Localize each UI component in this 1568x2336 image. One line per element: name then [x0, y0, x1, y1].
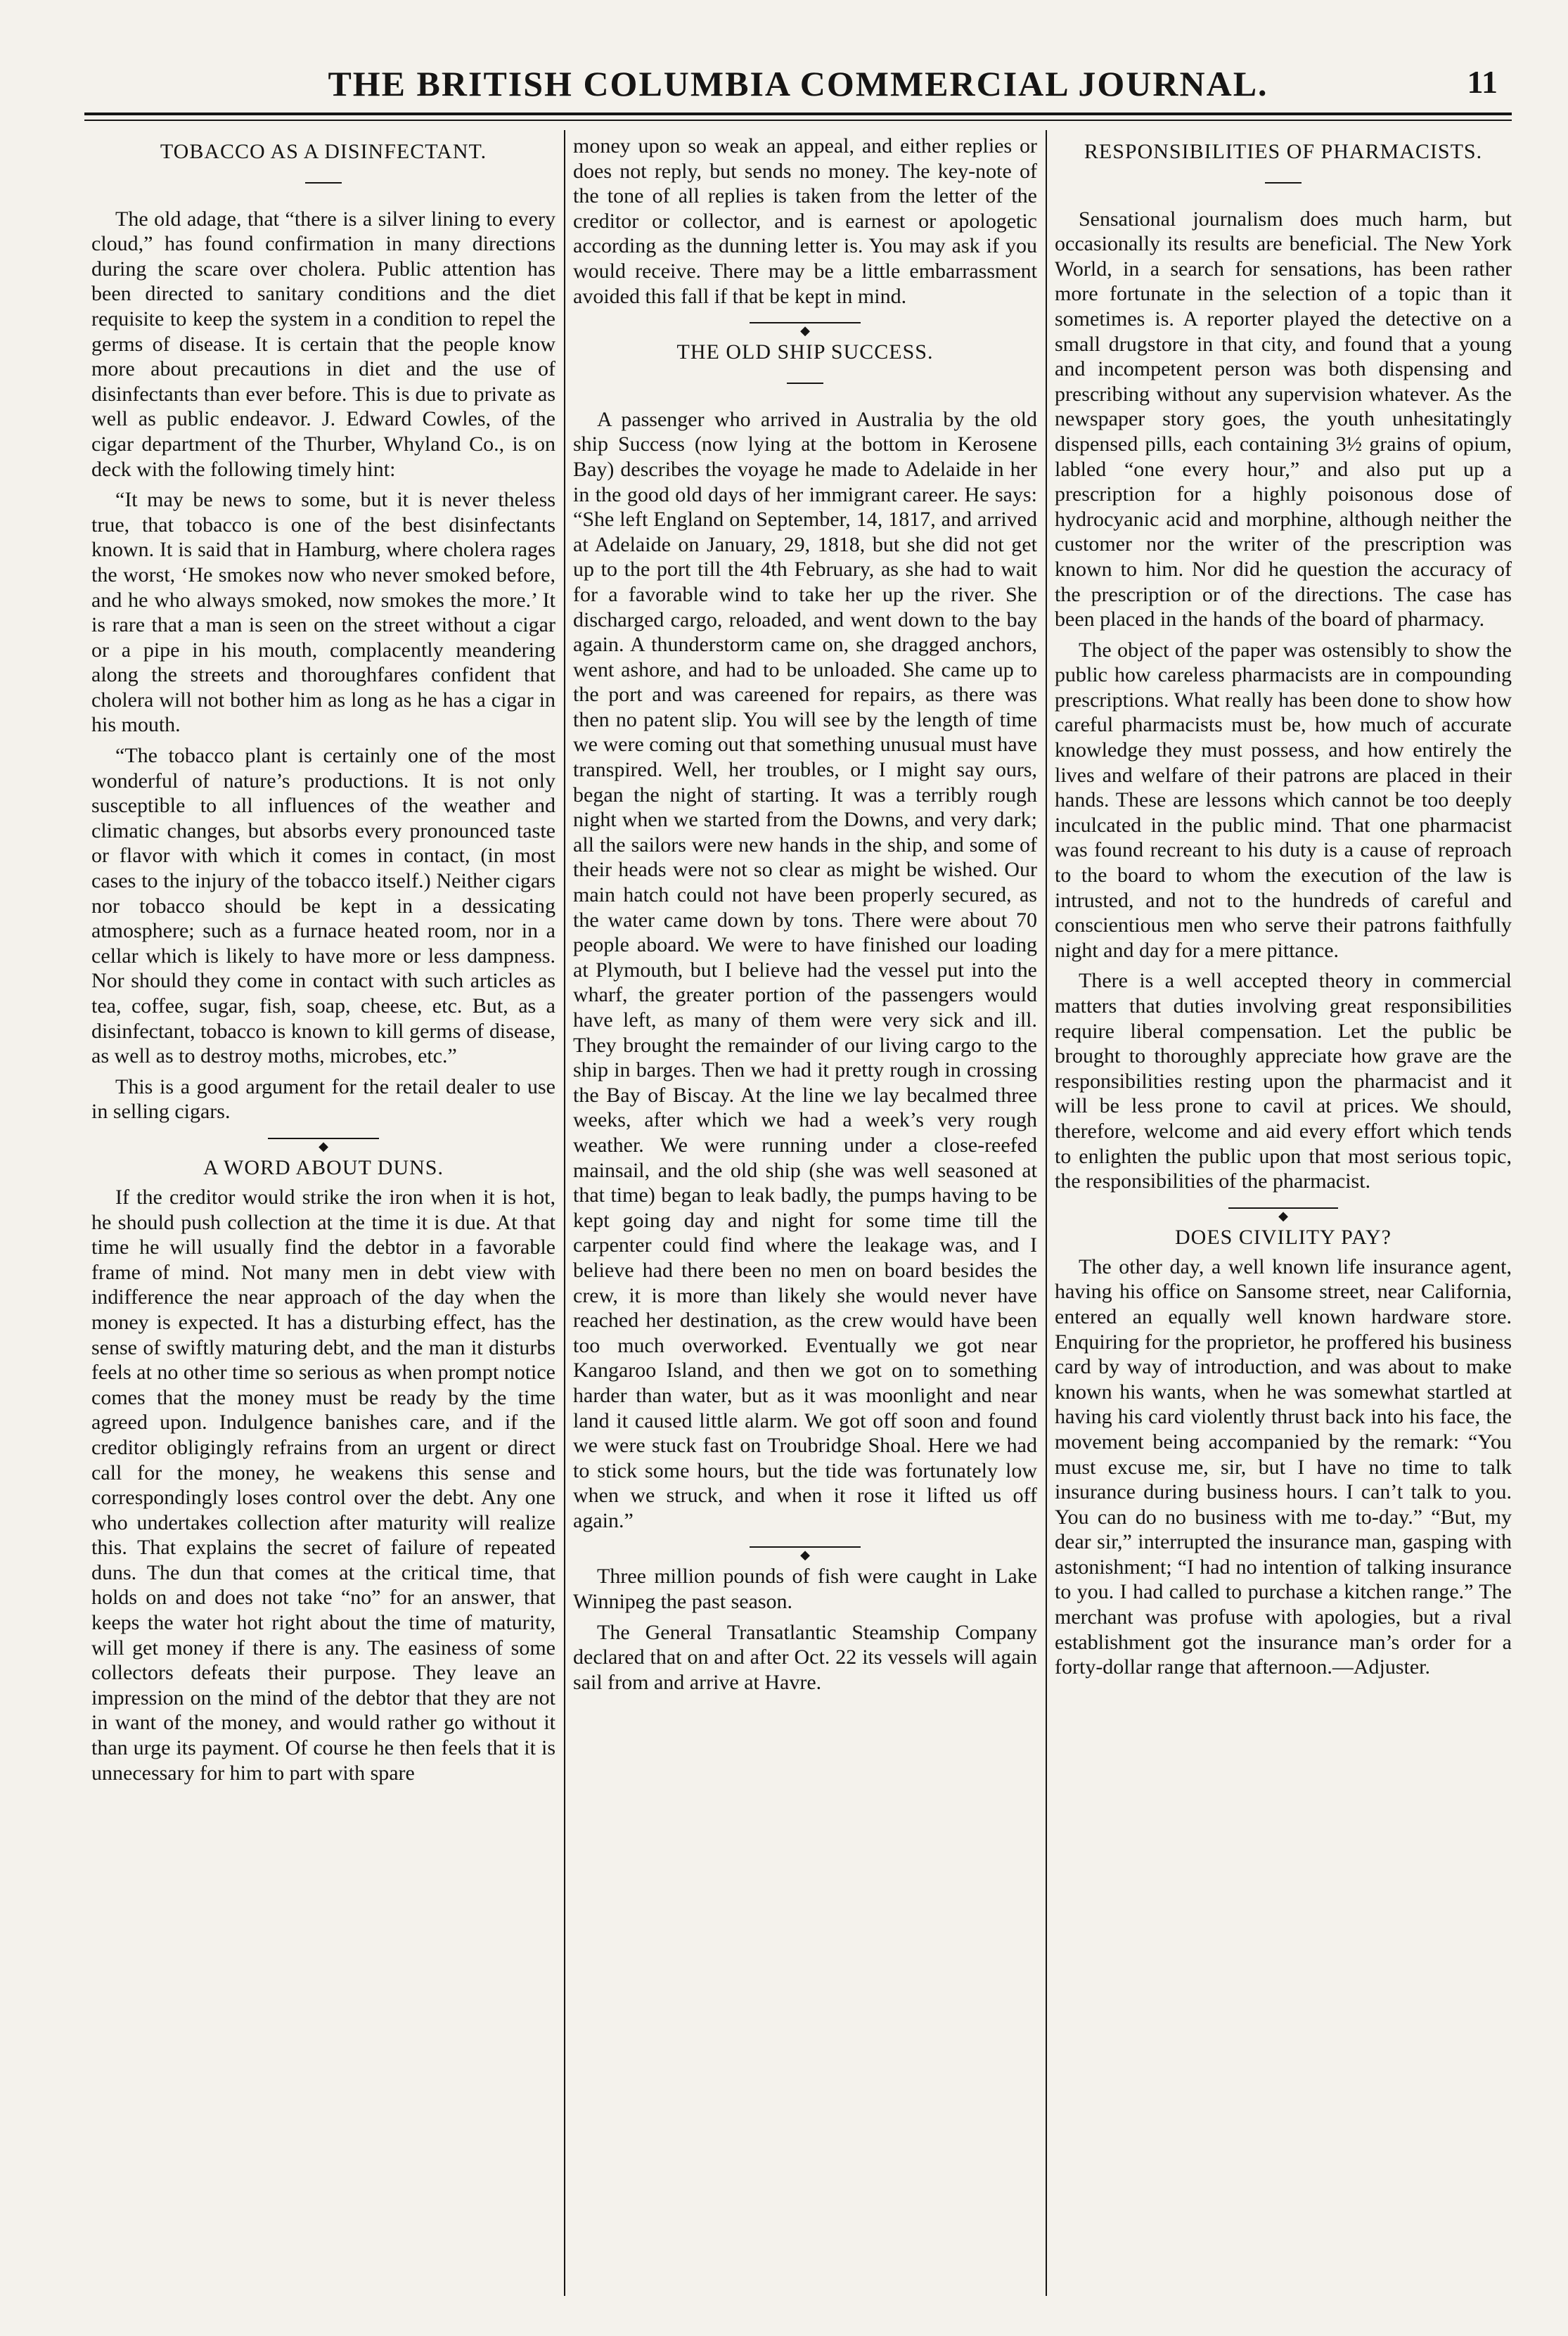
column-divider	[564, 130, 565, 2296]
heading-rule	[1055, 169, 1512, 194]
masthead	[84, 49, 1512, 113]
article-separator: ◆	[573, 316, 1037, 330]
news-note: The General Transatlantic Steamship Company declared that on and after Oct. 22 its vessels will again sail from and arrive at Havre.	[573, 1620, 1037, 1694]
column-3	[1055, 134, 1512, 2292]
article-separator: ◆	[91, 1131, 555, 1145]
column-2	[573, 134, 1037, 2292]
article-separator: ◆	[573, 1540, 1037, 1554]
column-1	[91, 134, 555, 2292]
article-paragraph: The old adage, that “there is a silver lining to every cloud,” has found confirmation in many directions during the scare over cholera. Public attention has been directed to sanitary conditions and the diet requisite to keep the system in a condition to repel the germs of disease. It is certain that the people know more about precautions in diet and the use of disinfectants than ever before. This is due to private as well as public endeavor. J. Edward Cowles, of the cigar department of the Thurber, Whyland Co., is on deck with the following timely hint:	[91, 207, 555, 481]
article-paragraph: Sensational journalism does much harm, but occasionally its results are beneficial. The New York World, in a search for sensations, has been rather more fortunate in the selection of a topic than it sometimes is. A reporter played the detective on a small drugstore in that city, and found that a young and incompetent person was both dispensing and prescribing without any supervision whatever. As the newspaper story goes, the youth unhesitatingly dispensed pills, each containing 3½ grains of opium, labled “one every hour,” and also put up a prescription for a highly poisonous dose of hydrocyanic acid and morphine, although neither the customer nor the writer of the prescription was known to him. Nor did he question the accuracy of the prescription or of the directions. The case has been placed in the hands of the board of pharmacy.	[1055, 207, 1512, 631]
article-separator: ◆	[1055, 1201, 1512, 1215]
article-heading: A WORD ABOUT DUNS.	[203, 1155, 444, 1179]
article-paragraph: money upon so weak an appeal, and either replies or does not reply, but sends no money. The key-note of the tone of all replies is taken from the letter of the creditor or collector, and is earnest or apologetic according as the dunning letter is. You may ask if you would receive. There may be a little embarrassment avoided this fall if that be kept in mind.	[573, 134, 1037, 308]
column-divider	[1046, 130, 1047, 2296]
page-number: 11	[1467, 64, 1498, 100]
header-rule-thin	[84, 120, 1512, 121]
article-paragraph: There is a well accepted theory in commercial matters that duties involving great responsibilities require liberal compensation. Let the public be brought to thoroughly appreciate how grave are the responsibilities resting upon the pharmacist and it will be less prone to cavil at prices. We should, therefore, welcome and aid every effort which tends to enlighten the public upon that most serious topic, the responsibilities of the pharmacist.	[1055, 969, 1512, 1193]
article-paragraph: If the creditor would strike the iron when it is hot, he should push collection at the time it is due. At that time he will usually find the debtor in a favorable frame of mind. Not many men in debt view with indifference the near approach of the day when the money is expected. It has a disturbing effect, has the sense of swiftly maturing debt, and the man it disturbs feels at no other time so serious as when prompt notice comes that the money must be ready by the time agreed upon. Indulgence banishes care, and if the creditor obligingly refrains from an urgent or direct call for the money, he weakens this sense and correspondingly loses control over the debt. Any one who undertakes collection after maturity will realize this. That explains the secret of failure of repeated duns. The dun that comes at the critical time, that holds on and does not take “no” for an answer, that keeps the water hot right about the time of maturity, will get money if there is any. The easiness of some collectors defeats their purpose. They leave an impression on the mind of the debtor that they are not in want of the money, and would rather go without it than urge its payment. Of course he then feels that it is unnecessary for him to part with spare	[91, 1185, 555, 1785]
article-heading: THE OLD SHIP SUCCESS.	[676, 340, 934, 364]
article-paragraph: A passenger who arrived in Australia by the old ship Success (now lying at the bottom in Kerosene Bay) describes the voyage he made to Adelaide in her in the good old days of her immigrant career. He says: “She left England on September, 14, 1817, and arrived at Adelaide on January, 29, 1818, but she did not get up to the port till the 4th February, as she had to wait for a favorable wind to take her up the river. She discharged cargo, reloaded, and went down to the bay again. A thunderstorm came on, she dragged anchors, went ashore, and had to be unloaded. She came up to the port and was careened for repairs, as there was then no patent slip. You will see by the length of time we were coming out that something unusual must have transpired. Well, her troubles, or I might say ours, began the night of starting. It was a terribly rough night when we started from the Downs, and very dark; all the sailors were new hands in the ship, and some of their heads were not so clear as might be wished. Our main hatch could not have been properly secured, as the water came down by tons. There were about 70 people aboard. We were to have finished our loading at Plymouth, but I believe had the vessel put into the wharf, the greater portion of the passengers would have left, as many of them were very sick and ill. They brought the remainder of our living cargo to the ship in barges. Then we had it pretty rough in crossing the Bay of Biscay. At the line we lay becalmed three weeks, after which we had a week’s very rough weather. We were running under a close-reefed mainsail, and the old ship (she was well seasoned at that time) began to leak badly, the pumps having to be kept going day and night for some time till the carpenter could find where the leakage was, and I believe had there been no men on board besides the crew, it is more than likely she would never have reached her destination, as the crew would have been too much overworked. Eventually we got near Kangaroo Island, and then we got on to something harder than water, but as it was moonlight and near land it caused little alarm. We got off soon and found we were stuck fast on Troubridge Shoal. Here we had to stick some hours, but the tide was fortunately low when we struck, and when it rose it lifted us off again.”	[573, 407, 1037, 1532]
article-paragraph: The other day, a well known life insurance agent, having his office on Sansome street, near California, entered an equally well known hardware store. Enquiring for the proprietor, he proffered his business card by way of introduction, and was about to make known his wants, when he was somewhat startled at having his card violently thrust back into his face, the movement being accompanied by the remark: “You must excuse me, sir, but I have no time to talk insurance during business hours. I can’t talk to you. You can do no business with me to-day.” “But, my dear sir,” interrupted the insurance man, gasping with astonishment; “I had no intention of talking insurance to you. I had called to purchase a kitchen range.” The merchant was profuse with apologies, but a rival establishment got the insurance man’s order for a forty-dollar range that afternoon.—Adjuster.	[1055, 1254, 1512, 1679]
journal-title: THE BRITISH COLUMBIA COMMERCIAL JOURNAL.	[328, 64, 1268, 103]
article-paragraph: “The tobacco plant is certainly one of the most wonderful of nature’s productions. It is not only susceptible to all influences of the weather and climatic changes, but absorbs every pronounced taste or flavor with which it comes in contact, (in most cases to the injury of the tobacco itself.) Neither cigars nor tobacco should be kept in a dessicating atmosphere; such as a furnace heated room, nor in a cellar which is likely to have more or less dampness. Nor should they come in contact with such articles as tea, coffee, sugar, fish, soap, cheese, etc. But, as a disinfectant, tobacco is known to kill germs of disease, as well as to destroy moths, microbes, etc.”	[91, 744, 555, 1068]
article-paragraph: This is a good argument for the retail dealer to use in selling cigars.	[91, 1074, 555, 1124]
article-paragraph: “It may be news to some, but it is never theless true, that tobacco is one of the best disinfectants known. It is said that in Hamburg, where cholera rages the worst, ‘He smokes now who never smoked before, and he who always smoked, now smokes the more.’ It is rare that a man is seen on the street without a cigar or a pipe in his mouth, complacently meandering along the streets and thoroughfares confident that cholera will not bother him as long as he has a cigar in his mouth.	[91, 488, 555, 737]
news-note: Three million pounds of fish were caught in Lake Winnipeg the past season.	[573, 1565, 1037, 1614]
article-heading: RESPONSIBILITIES OF PHARMACISTS.	[1084, 140, 1483, 163]
header-rule-thick	[84, 113, 1512, 115]
heading-rule	[91, 169, 555, 194]
heading-rule	[573, 369, 1037, 394]
article-heading: DOES CIVILITY PAY?	[1174, 1225, 1392, 1249]
article-heading: TOBACCO AS A DISINFECTANT.	[160, 140, 487, 163]
article-paragraph: The object of the paper was ostensibly to show the public how careless pharmacists are in compounding prescriptions. What really has been done to show how careful pharmacists must be, how much of accurate knowledge they must possess, and how entirely the lives and welfare of their patrons are placed in their hands. These are lessons which cannot be too deeply inculcated in the public mind. That one pharmacist was found recreant to his duty is a cause of reproach to the board to whom the execution of the law is intrusted, and not to the hundreds of careful and conscientious men who serve their patrons faithfully night and day for a mere pittance.	[1055, 638, 1512, 962]
